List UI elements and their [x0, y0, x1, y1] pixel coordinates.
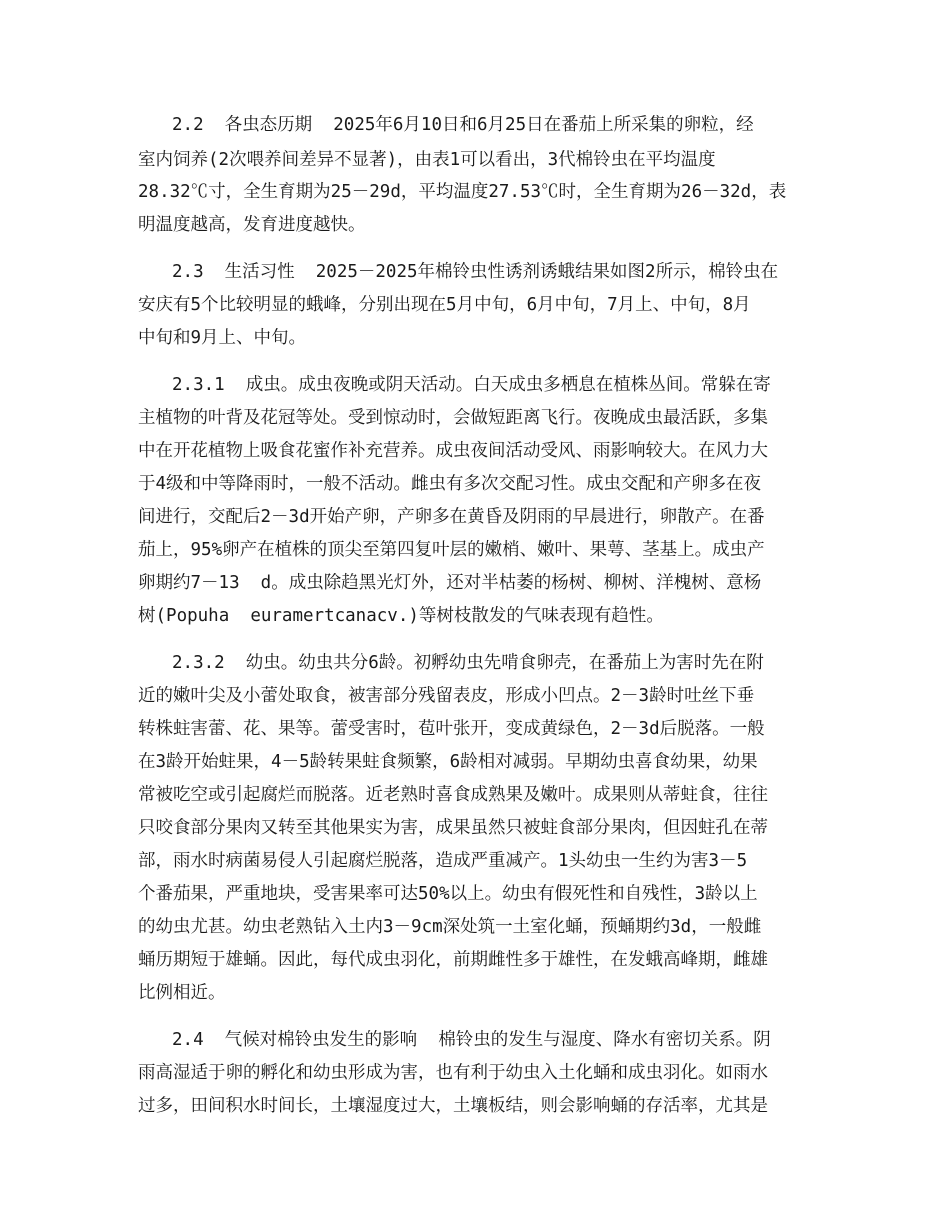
text-line: 卵期约7－13 d。成虫除趋黑光灯外，还对半枯萎的杨树、柳树、洋槐树、意杨 [138, 573, 762, 593]
text-line: 树(Popuha euramertcanacv.)等树枝散发的气味表现有趋性。 [138, 606, 664, 626]
text-line: 2.3 生活习性 2025－2025年棉铃虫性诱剂诱蛾结果如图2所示，棉铃虫在 [172, 262, 779, 282]
text-line: 常被吃空或引起腐烂而脱落。近老熟时喜食成熟果及嫩叶。成果则从蒂蛀食，往往 [138, 785, 768, 805]
text-line: 2.3.1 成虫。成虫夜晚或阴天活动。白天成虫多栖息在植株丛间。常躲在寄 [172, 375, 771, 395]
text-line: 在3龄开始蛀果，4－5龄转果蛀食频繁，6龄相对减弱。早期幼虫喜食幼果，幼果 [138, 752, 758, 772]
text-line: 2.2 各虫态历期 2025年6月10日和6月25日在番茄上所采集的卵粒，经 [172, 115, 754, 135]
text-line: 过多，田间积水时间长，土壤湿度过大，土壤板结，则会影响蛹的存活率，尤其是 [138, 1096, 768, 1116]
text-line: 的幼虫尤甚。幼虫老熟钻入土内3－9cm深处筑一土室化蛹，预蛹期约3d，一般雌 [138, 917, 762, 937]
text-line: 室内饲养(2次喂养间差异不显著)，由表1可以看出，3代棉铃虫在平均温度 [138, 150, 716, 170]
text-line: 近的嫩叶尖及小蕾处取食，被害部分残留表皮，形成小凹点。2－3龄时吐丝下垂 [138, 686, 755, 706]
text-line: 中在开花植物上吸食花蜜作补充营养。成虫夜间活动受风、雨影响较大。在风力大 [138, 441, 768, 461]
text-line: 中旬和9月上、中旬。 [138, 328, 307, 348]
text-line: 蛹历期短于雄蛹。因此，每代成虫羽化，前期雌性多于雄性，在发蛾高峰期，雌雄 [138, 950, 768, 970]
text-line: 2.4 气候对棉铃虫发生的影响 棉铃虫的发生与湿度、降水有密切关系。阴 [172, 1030, 771, 1050]
text-line: 主植物的叶背及花冠等处。受到惊动时，会做短距离飞行。夜晚成虫最活跃，多集 [138, 408, 768, 428]
text-line: 个番茄果，严重地块，受害果率可达50%以上。幼虫有假死性和自残性，3龄以上 [138, 884, 758, 904]
text-line: 只咬食部分果肉又转至其他果实为害，成果虽然只被蛀食部分果肉，但因蛀孔在蒂 [138, 818, 768, 838]
text-line: 28.32℃寸，全生育期为25－29d，平均温度27.53℃时，全生育期为26－32d，表 [138, 182, 787, 202]
text-line: 2.3.2 幼虫。幼虫共分6龄。初孵幼虫先啃食卵壳，在番茄上为害时先在附 [172, 653, 764, 673]
text-line: 明温度越高，发育进度越快。 [138, 215, 366, 235]
text-line: 雨高湿适于卵的孵化和幼虫形成为害，也有利于幼虫入土化蛹和成虫羽化。如雨水 [138, 1063, 768, 1083]
text-line: 茄上，95%卵产在植株的顶尖至第四复叶层的嫩梢、嫩叶、果萼、茎基上。成虫产 [138, 540, 765, 560]
text-line: 部，雨水时病菌易侵人引起腐烂脱落，造成严重减产。1头幼虫一生约为害3－5 [138, 851, 748, 871]
text-line: 比例相近。 [138, 983, 226, 1003]
text-line: 安庆有5个比较明显的蛾峰，分别出现在5月中旬，6月中旬，7月上、中旬，8月 [138, 295, 751, 315]
text-line: 间进行，交配后2－3d开始产卵，产卵多在黄昏及阴雨的早晨进行，卵散产。在番 [138, 507, 765, 527]
text-line: 转株蛀害蕾、花、果等。蕾受害时，苞叶张开，变成黄绿色，2－3d后脱落。一般 [138, 719, 765, 739]
text-line: 于4级和中等降雨时，一般不活动。雌虫有多次交配习性。成虫交配和产卵多在夜 [138, 474, 762, 494]
